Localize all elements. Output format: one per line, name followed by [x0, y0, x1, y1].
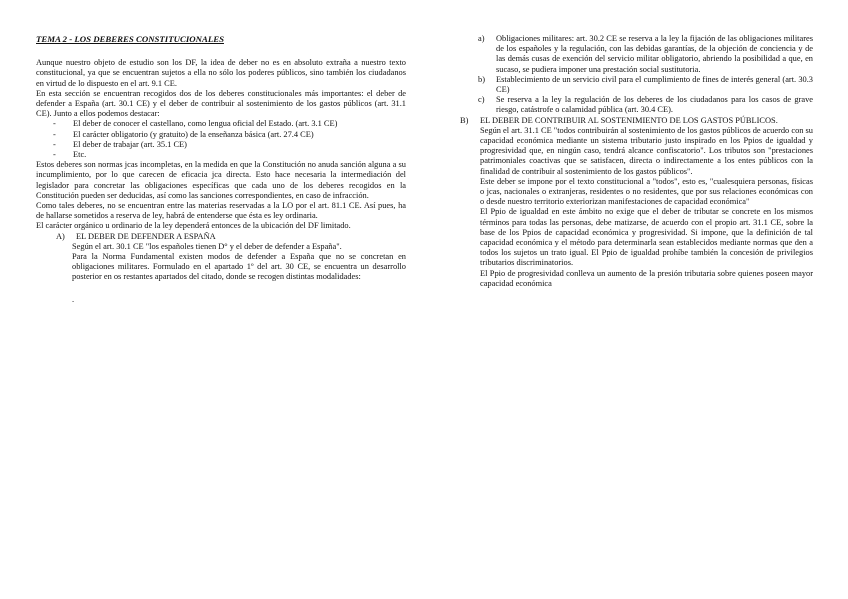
section-b-paragraph-2: Este deber se impone por el texto constitucional a "todos", esto es, "cualesquiera personas, físicas o jcas, nacionales o extranjeras, residentes o no residentes, que por sus relaciones económicas con o desde nuestro territorio exteriorizan manifestaciones de capacidad económica" — [480, 176, 813, 207]
section-a-body — [36, 242, 406, 283]
section-b-letter: B) — [460, 115, 469, 125]
duties-bullet-list — [36, 119, 406, 160]
section-b-body — [460, 126, 813, 177]
list-item: - El carácter obligatorio (y gratuito) de la enseñanza básica (art. 27.4 CE) — [53, 129, 314, 139]
section-a-paragraph-2: Para la Norma Fundamental existen modos de defender a España que no se concretan en obligaciones militares. Formulado en el apartado 1º del art. 30 CE, se encuentra un desarrollo posterior en os restantes apartados del citado, donde se recogen distintas modalidades: — [72, 252, 406, 282]
left-column — [36, 34, 406, 305]
section-b-title: EL DEBER DE CONTRIBUIR AL SOSTENIMIENTO DE LOS GASTOS PÚBLICOS. — [480, 115, 778, 125]
intro-paragraph: Aunque nuestro objeto de estudio son los DF, la idea de deber no es en absoluto extraña a nuestro texto constitucional, ya que se encuentran sujetos a ella no sólo los poderes públicos, sino también los ciudadanos en virtud de lo dispuesto en el art. 9.1 CE. — [36, 58, 406, 88]
list-item: b) Establecimiento de un servicio civil para el cumplimiento de fines de interés general (art. 30.3 CE) — [478, 74, 813, 95]
section-intro-paragraph: En esta sección se encuentran recogidos dos de los deberes constitucionales más importantes: el deber de defender a España (art. 30.1 CE) y el deber de contribuir al sostenimiento de los gastos públicos (art. 31.1 CE). Junto a ellos podemos destacar: — [36, 88, 406, 119]
section-b-heading — [460, 116, 813, 126]
character-paragraph: El carácter orgánico u ordinario de la ley dependerá entonces de la ubicación del DF limitado. — [36, 221, 351, 231]
modalities-list — [460, 34, 813, 116]
section-b-paragraph-3: El Ppio de igualdad en este ámbito no exige que el deber de tributar se concrete en los mismos términos para todas las personas, debe matizarse, de acuerdo con el propio art. 31.1 CE, sobre la base de los Ppios de capacidad económica y progresividad. Si impone, que la definición de tal capacidad económica y el método para determinarla sean establecidos mediante normas que den a todos los sujetos un trato igual. El Ppio de igualdad prohíbe también la concesión de privilegios tributarios discriminatorios. — [480, 207, 813, 268]
list-item: c) Se reserva a la ley la regulación de los deberes de los ciudadanos para los casos de grave riesgo, catástrofe o calamidad pública (art. 30.4 CE). — [478, 95, 813, 115]
organic-law-paragraph: Como tales deberes, no se encuentran entre las materias reservadas a la LO por el art. 81.1 CE. Así pues, ha de hallarse sometidos a reserva de ley, habrá de entenderse que ésta es ley ordinaria. — [36, 201, 406, 221]
norms-paragraph: Estos deberes son normas jcas incompletas, en la medida en que la Constitución no anuda sanción alguna a su incumplimiento, por lo que carecen de eficacia jca directa. Esto hace necesaria la intermediación del legislador para concretar las obligaciones específicas que cada uno de los deberes recogidos en la Constitución pueden ser deducidas, así como las sanciones correspondientes, en caso de infracción. — [36, 160, 406, 200]
list-item: - El deber de conocer el castellano, como lengua oficial del Estado. (art. 3.1 CE) — [53, 119, 338, 129]
list-item: a) Obligaciones militares: art. 30.2 CE se reserva a la ley la fijación de las obligaciones militares de los españoles y la regulación, con las debidas garantías, de la objeción de conciencia y de las demás cusas de exención del servicio militar obligatorio, abriendo la posibilidad a que, en sucaso, se pudiera imponer una prestación social sustitutoria. — [478, 34, 813, 74]
document-title: TEMA 2 - LOS DEBERES CONSTITUCIONALES — [36, 34, 224, 44]
list-item: - Etc. — [53, 150, 87, 160]
section-a-heading — [36, 232, 406, 242]
section-b-paragraph-1: Según el art. 31.1 CE "todos contribuirán al sostenimiento de los gastos públicos de acuerdo con su capacidad económica mediante un sistema tributario justo inspirado en los Ppios de igualdad y progresividad que, en ningún caso, tendrá alcance confiscatorio". Los tributos son "prestaciones patrimoniales coactivas que se satisfacen, directa o indirectamente a los entes públicos con la finalidad de contribuir al sostenimiento de los gastos públicos". — [480, 125, 813, 176]
trailing-dot: . — [72, 294, 75, 304]
section-a-letter: A) — [56, 231, 65, 241]
section-a-title: EL DEBER DE DEFENDER A ESPAÑA — [76, 231, 216, 241]
section-a-paragraph-1: Según el art. 30.1 CE "los españoles tienen D° y el deber de defender a España". — [72, 241, 342, 251]
list-item: - El deber de trabajar (art. 35.1 CE) — [53, 139, 187, 149]
section-b-paragraph-4: El Ppio de progresividad conlleva un aumento de la presión tributaria sobre quienes poseen mayor capacidad económica — [480, 268, 813, 288]
right-column — [460, 34, 813, 289]
